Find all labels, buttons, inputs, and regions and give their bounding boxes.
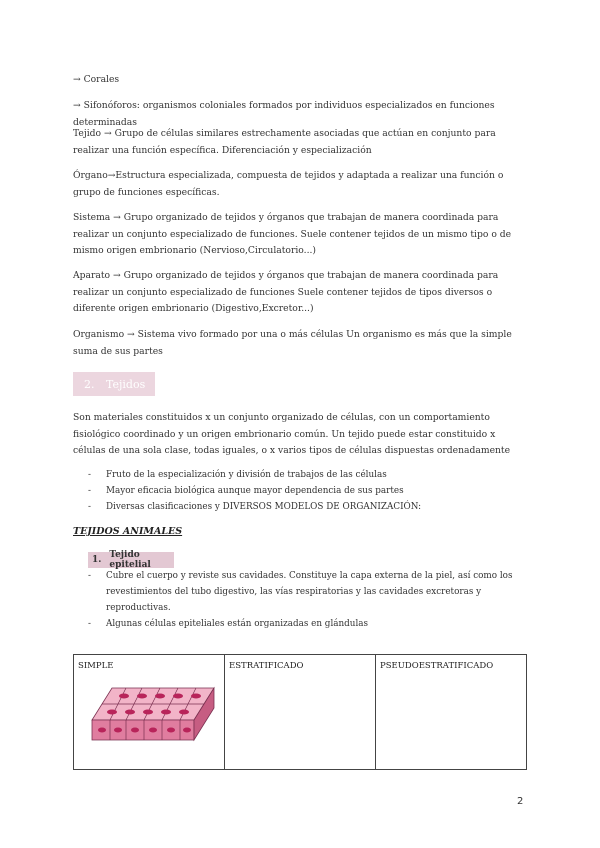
definition-organo: Órgano→Estructura especializada, compuesta de tejidos y adaptada a realizar una función o grupo de funciones específicas.: [73, 170, 504, 198]
tejido-number: 1.: [92, 555, 102, 565]
section-title: Tejidos: [106, 377, 146, 391]
line-sifonoforos: → Sifonóforos: organismos coloniales formados por individuos especializados en funciones determinadas: [73, 100, 495, 128]
section-number: 2.: [84, 377, 95, 391]
line-corales: → Corales: [73, 74, 120, 85]
page-number: 2: [517, 796, 524, 807]
list-item: - Diversas clasificaciones y DIVERSOS MODELOS DE ORGANIZACIÓN:: [88, 502, 422, 512]
list-item: - Cubre el cuerpo y reviste sus cavidades. Constituye la capa externa de la piel, así como los revestimientos del tubo digestivo, las vías respiratorias y las cavidades excretoras y reproductivas.: [88, 571, 513, 613]
list-item: - Algunas células epiteliales están organizadas en glándulas: [88, 619, 369, 629]
table-cell-pseudoestratificado: PSEUDOESTRATIFICADO: [376, 655, 527, 770]
list-item: - Mayor eficacia biológica aunque mayor dependencia de sus partes: [88, 486, 404, 496]
definition-tejido: Tejido → Grupo de células similares estrechamente asociadas que actúan en conjunto para realizar una función específica. Diferenciación y especialización: [73, 128, 496, 156]
definition-sistema: Sistema → Grupo organizado de tejidos y órganos que trabajan de manera coordinada para realizar un conjunto especializado de funciones. Suele contener tejidos de un mismo tipo o de mismo origen embrionario (Nervioso,Circulatorio...): [73, 212, 512, 256]
definition-organismo: Organismo → Sistema vivo formado por una o más células Un organismo es más que la simple suma de sus partes: [73, 329, 512, 357]
bullet-list-epitelial: [88, 568, 528, 632]
table-cell-estratificado: ESTRATIFICADO: [225, 655, 376, 770]
section-heading: [73, 372, 155, 396]
table-cell-simple: SIMPLE: [74, 655, 225, 770]
intro-paragraph: Son materiales constituidos x un conjunto organizado de células, con un comportamiento fisiológico coordinado y un origen embrionario común. Un tejido puede estar constituido x células de una sola clase, todas iguales, o x varios tipos de células dispuestas ordenadamente: [73, 412, 511, 456]
list-item: - Fruto de la especialización y división de trabajos de las células: [88, 470, 387, 480]
simple-epithelium-illustration: [82, 678, 222, 750]
subsection-title: TEJIDOS ANIMALES: [73, 526, 183, 537]
definition-aparato: Aparato → Grupo organizado de tejidos y órganos que trabajan de manera coordinada para realizar un conjunto especializado de funciones Suele contener tejidos de tipos diversos o diferente origen embrionario (Digestivo,Excretor...): [73, 270, 499, 314]
bullet-list-characteristics: [88, 467, 528, 515]
tejido-title: Tejido epitelial: [109, 550, 151, 570]
tejido-epitelial-heading: [88, 552, 174, 568]
